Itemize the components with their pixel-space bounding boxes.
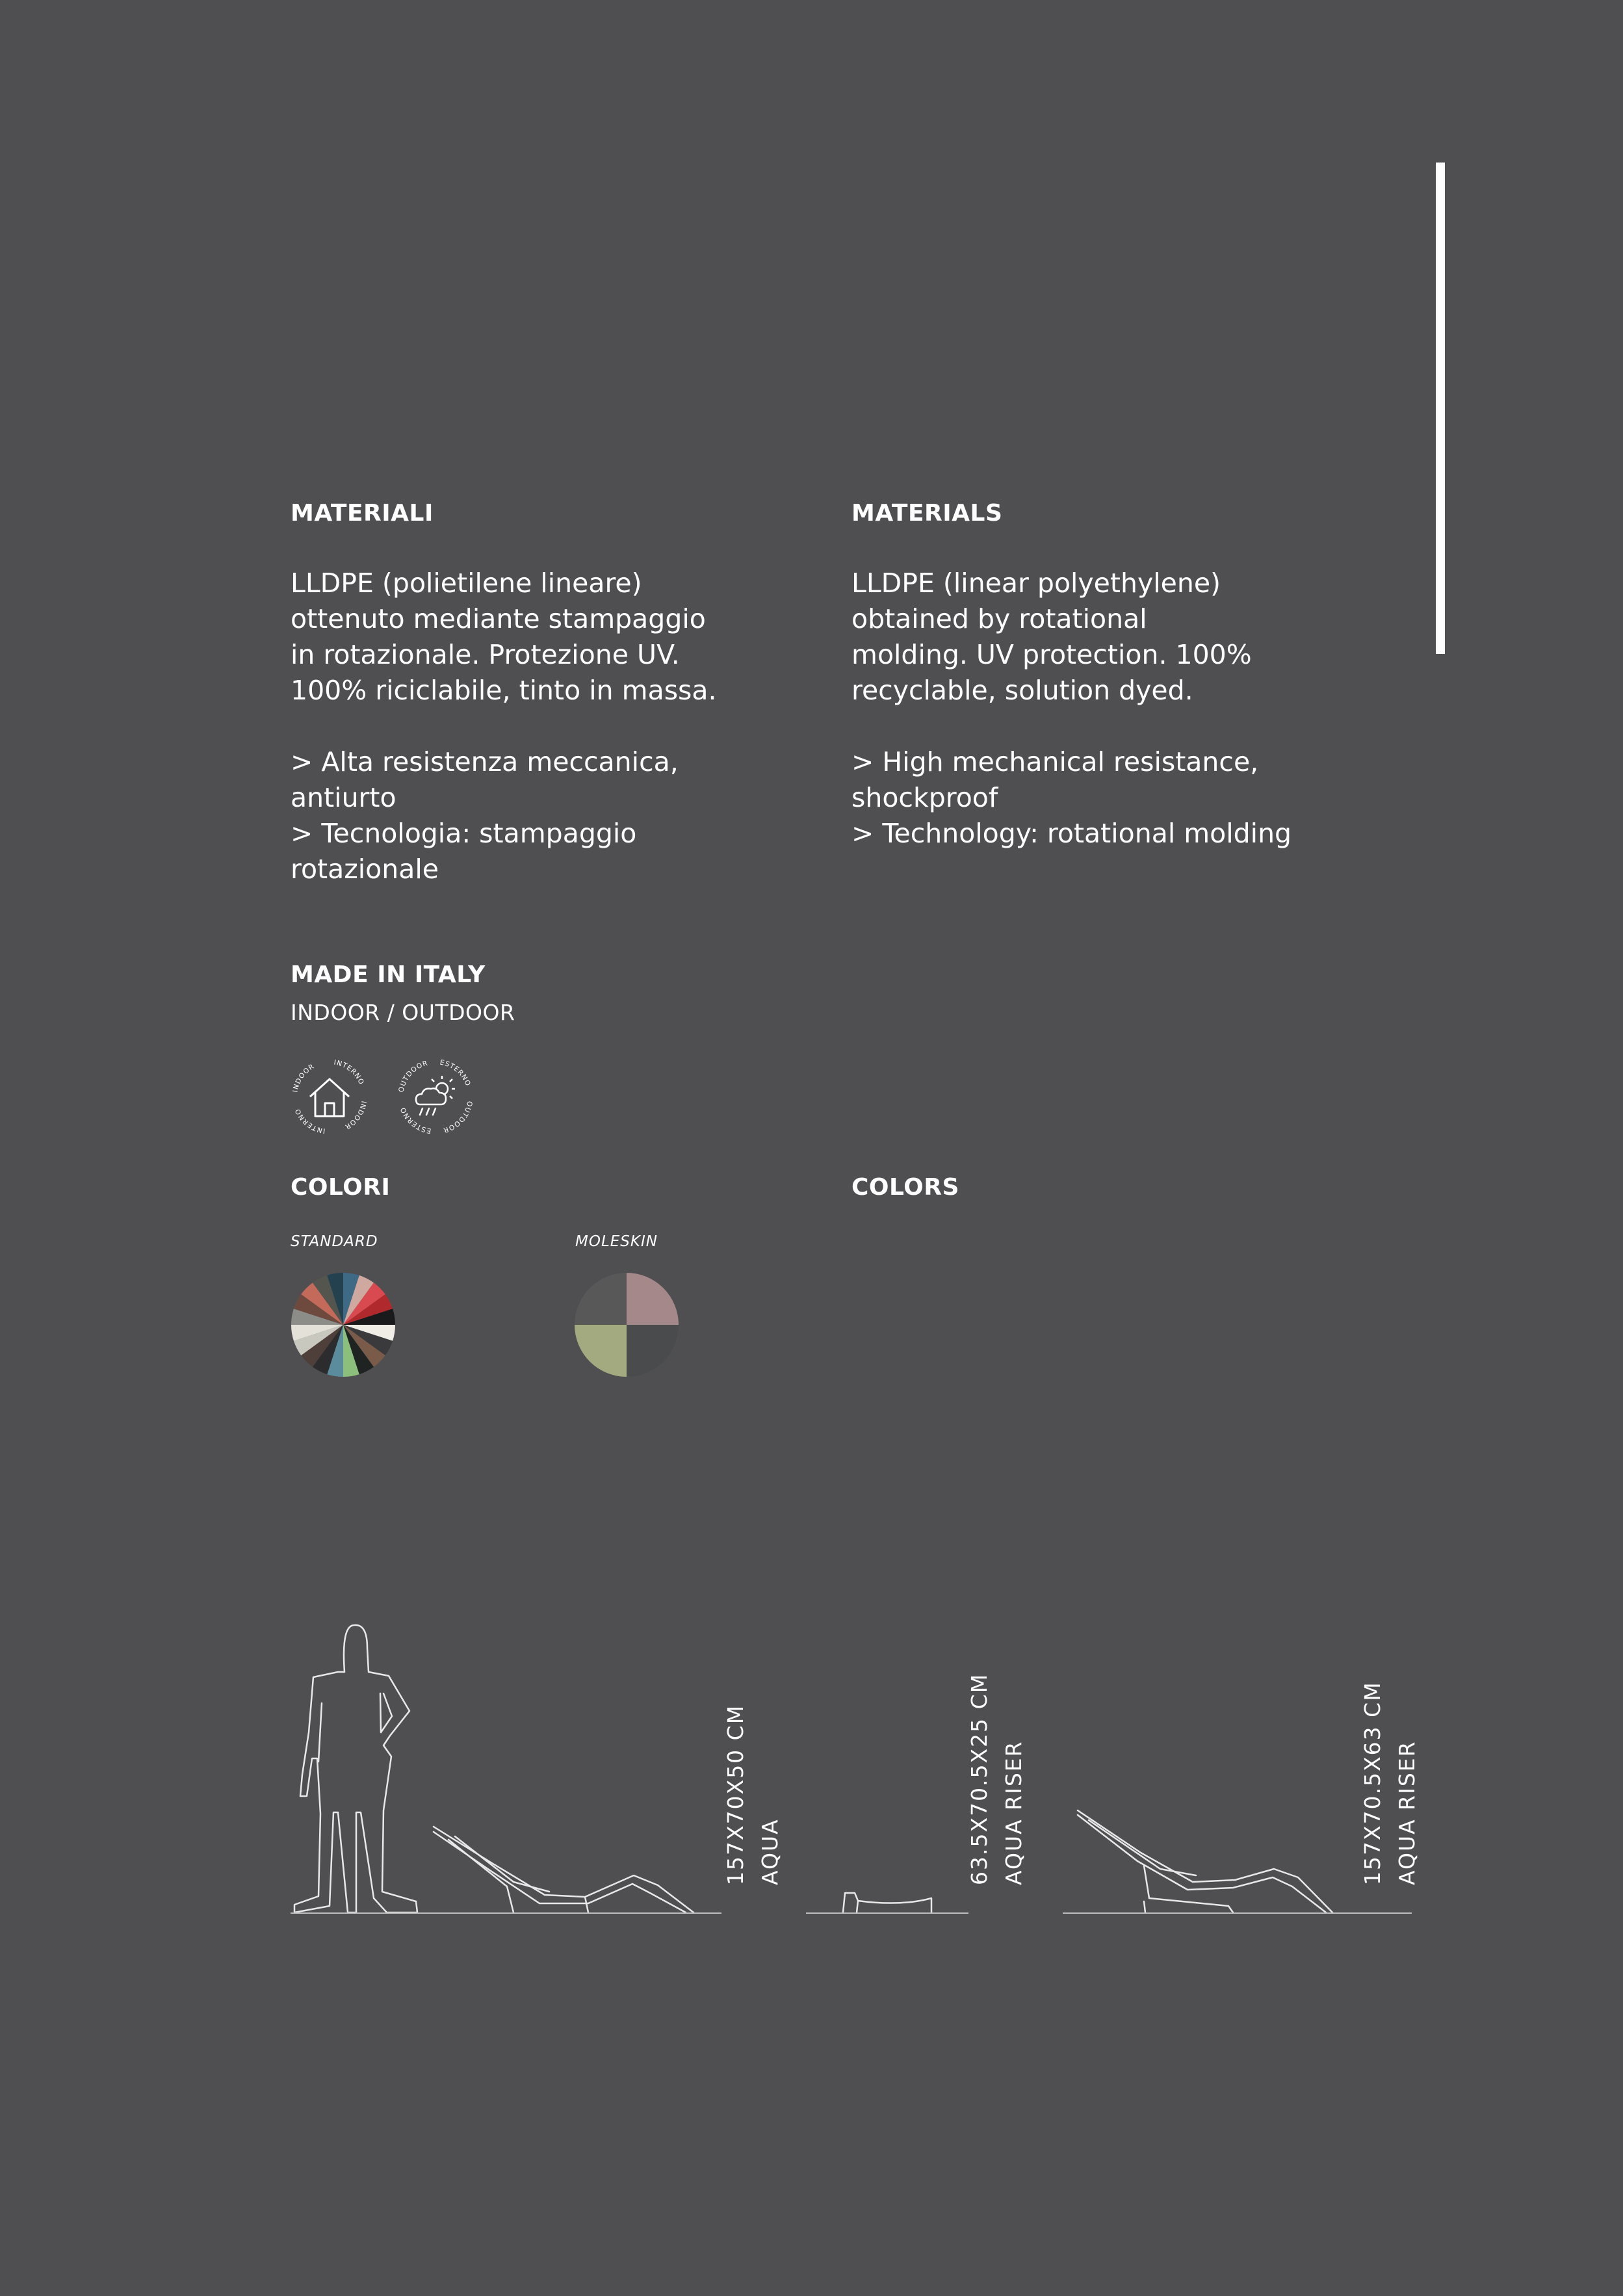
svg-text:OUTDOOR [442,1101,474,1134]
product-name: AQUA RISER [1001,1740,1026,1885]
text-line: molding. UV protection. 100% [851,639,1252,670]
product-dimensions: 157X70X50 CM [723,1704,748,1885]
human-silhouette-icon [294,1625,417,1912]
standard-swatch-label: STANDARD [291,1233,378,1250]
aqua-riser-drawing [843,1893,931,1912]
svg-text:OUTDOOR [397,1059,429,1093]
icon-ring-text: INDOOR [291,1062,317,1093]
moleskin-color-slice [575,1325,627,1377]
materials-features-it [291,744,785,887]
text-line: LLDPE (linear polyethylene) [851,567,1221,599]
materials-heading-it: MATERIALI [291,500,434,527]
product-name: AQUA RISER [1394,1740,1420,1885]
text-line: ottenuto mediante stampaggio [291,603,706,634]
made-in-italy-heading: MADE IN ITALY [291,961,486,988]
materials-text-en [851,566,1345,887]
materials-description-it [291,566,785,709]
icon-ring-text: INTERNO [293,1107,326,1135]
icon-ring-text: OUTDOOR [441,1100,474,1134]
product-label-aqua-riser-lounger [1355,1681,1424,1885]
moleskin-swatch-label: MOLESKIN [575,1233,658,1250]
sun-cloud-rain-icon [396,1058,474,1136]
product-label-aqua [718,1704,787,1885]
product-name: AQUA [757,1818,783,1885]
colori-heading: COLORI [291,1174,391,1201]
svg-text:INTERNO [294,1107,326,1134]
icon-ring-text: INDOOR [343,1100,368,1131]
text-line: rotazionale [291,854,439,885]
materials-description-en [851,566,1345,709]
text-line: obtained by rotational [851,603,1147,634]
svg-text:INTERNO [333,1058,365,1086]
aqua-lounger-drawing [434,1827,694,1912]
text-line: antiurto [291,782,396,813]
materials-features-en [851,744,1345,852]
text-line: > Technology: rotational molding [851,818,1292,849]
text-line: shockproof [851,782,998,813]
icon-ring-text: ESTERNO [398,1106,432,1135]
materials-text-it [291,566,785,923]
aqua-riser-lounger-drawing [1078,1810,1332,1912]
product-dimensions: 157X70.5X63 CM [1360,1681,1385,1885]
text-line: 100% riciclabile, tinto in massa. [291,675,717,706]
colors-heading: COLORS [851,1174,959,1201]
moleskin-color-slice [627,1325,679,1377]
text-line: LLDPE (polietilene lineare) [291,567,642,599]
moleskin-color-slice [575,1273,627,1325]
product-label-aqua-riser [962,1673,1031,1885]
text-line: > Alta resistenza meccanica, [291,746,679,777]
text-line: > High mechanical resistance, [851,746,1259,777]
icon-ring-text: OUTDOOR [397,1059,430,1093]
standard-color-swatch [291,1272,396,1377]
house-icon [291,1058,369,1136]
icon-ring-text: ESTERNO [439,1058,473,1088]
moleskin-color-slice [627,1273,679,1325]
text-line: recyclable, solution dyed. [851,675,1193,706]
svg-text:INDOOR [291,1062,316,1093]
usage-label: INDOOR / OUTDOOR [291,1000,515,1025]
text-line: in rotazionale. Protezione UV. [291,639,680,670]
moleskin-color-swatch [574,1272,679,1377]
text-line: > Tecnologia: stampaggio [291,818,637,849]
icon-ring-text: INTERNO [333,1058,366,1086]
decorative-vertical-bar [1436,163,1445,654]
product-dimensions: 63.5X70.5X25 CM [967,1673,992,1885]
svg-text:ESTERNO [399,1106,432,1135]
materials-heading-en: MATERIALS [851,500,1003,527]
svg-text:INDOOR [343,1101,368,1131]
